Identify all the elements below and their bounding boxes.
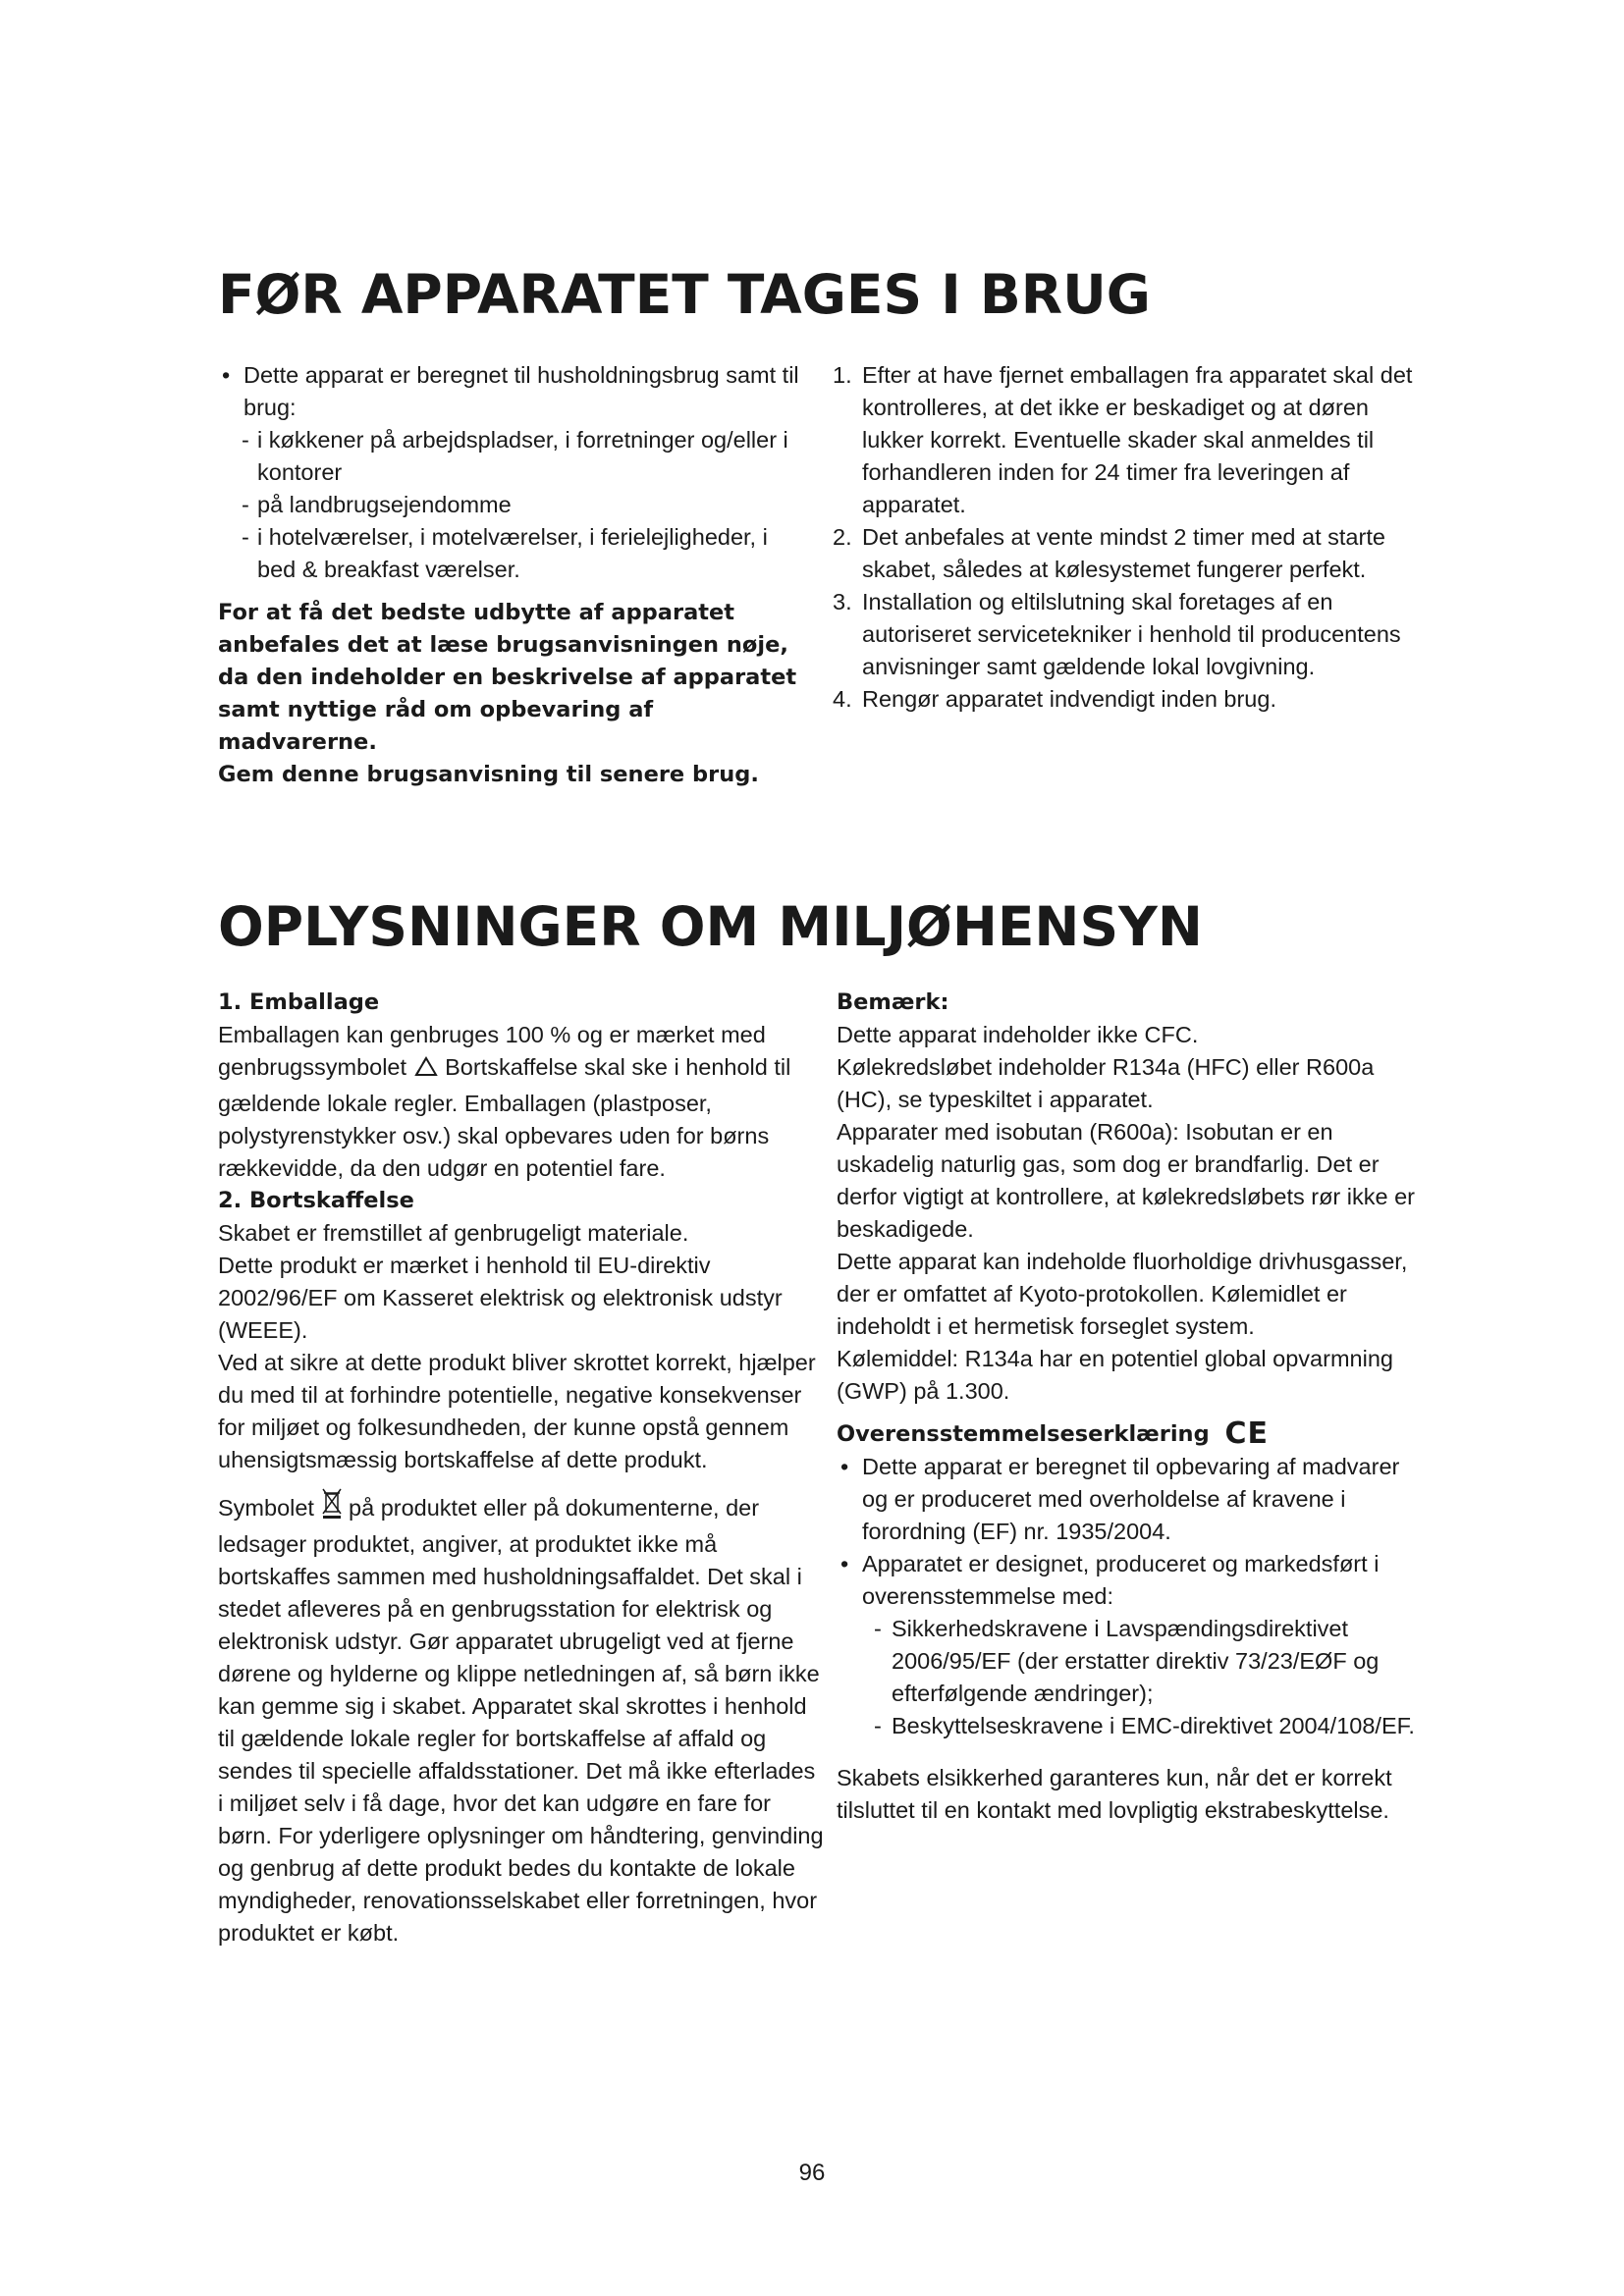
note-paragraph: Dette apparat kan indeholde fluorholdige drivhusgasser, der er omfattet af Kyoto-protokollen. Kølemidlet er indeholdt i et hermetisk forseglet system. [837, 1249, 1408, 1339]
directive-text: Sikkerhedskravene i Lavspændingsdirektivet 2006/95/EF (der erstatter direktiv 73/23/EØF og efterfølgende ændringer); [892, 1616, 1380, 1706]
step-number: 2. [833, 524, 852, 550]
step-number: 1. [833, 362, 852, 388]
step-text: Rengør apparatet indvendigt inden brug. [862, 686, 1276, 712]
step-text: Det anbefales at vente mindst 2 timer med at starte skabet, således at kølesystemet fungerer perfekt. [862, 524, 1385, 582]
note-paragraph: Kølemiddel: R134a har en potentiel global opvarmning (GWP) på 1.300. [837, 1346, 1393, 1404]
step-text: Installation og eltilslutning skal foretages af en autoriseret servicetekniker i henhold til producentens anvisninger samt gældende lokal lovgivning. [862, 589, 1401, 679]
ce-mark-icon: CE [1224, 1416, 1270, 1451]
conformity-heading [837, 1417, 1426, 1451]
conformity-bullet-text: Dette apparat er beregnet til opbevaring af madvarer og er produceret med overholdelse af kravene i forordning (EF) nr. 1935/2004. [862, 1454, 1400, 1544]
bullet-mark: • [840, 1454, 849, 1479]
packaging-heading: 1. Emballage [218, 989, 380, 1015]
disposal-paragraph: Dette produkt er mærket i henhold til EU-direktiv 2002/96/EF om Kasseret elektrisk og elektronisk udstyr (WEEE). [218, 1253, 783, 1343]
note-paragraph: Kølekredsløbet indeholder R134a (HFC) eller R600a (HC), se typeskiltet i apparatet. [837, 1054, 1375, 1112]
section-title-before-use: FØR APPARATET TAGES I BRUG [218, 263, 1151, 326]
setup-step [833, 586, 1422, 683]
use-item [218, 424, 807, 489]
directive-item [837, 1613, 1426, 1710]
dash-mark: - [242, 492, 249, 517]
note-paragraph: Apparater med isobutan (R600a): Isobutan er en uskadelig naturlig gas, som dog er brandfarlig. Det er derfor vigtigt at kontrollere, at kølekredsløbets rør ikke er beskadigede. [837, 1119, 1416, 1242]
dash-mark: - [242, 427, 249, 453]
weee-text-start: Symbolet [218, 1495, 314, 1521]
step-number: 4. [833, 686, 852, 712]
dash-mark: - [874, 1713, 882, 1738]
intended-use-column [218, 359, 807, 791]
bullet-mark: • [222, 362, 231, 388]
packaging-text-end: Bortskaffelse skal ske i henhold til gældende lokale regler. Emballagen (plastposer, polystyrenstykker osv.) skal opbevares uden for børns rækkevidde, da den udgør en potentiel fare. [218, 1054, 791, 1181]
disposal-heading: 2. Bortskaffelse [218, 1188, 414, 1213]
environment-right-column [837, 987, 1426, 1827]
keep-manual-note: Gem denne brugsanvisning til senere brug. [218, 762, 759, 787]
disposal-paragraph: Skabet er fremstillet af genbrugeligt materiale. [218, 1220, 689, 1246]
use-item-text: i køkkener på arbejdspladser, i forretninger og/eller i kontorer [257, 427, 788, 485]
setup-step [833, 683, 1422, 716]
conformity-heading-text: Overensstemmelseserklæring [837, 1421, 1210, 1447]
read-manual-advice: For at få det bedste udbytte af apparatet anbefales det at læse brugsanvisningen nøje, da den indeholder en beskrivelse af apparatet samt nyttige råd om opbevaring af madvarerne. [218, 600, 797, 755]
setup-step [833, 359, 1422, 521]
bullet-mark: • [840, 1551, 849, 1576]
disposal-paragraph: Ved at sikre at dette produkt bliver skrottet korrekt, hjælper du med til at forhindre potentielle, negative konsekvenser for miljøet og folkesundheden, der kunne opstå gennem uhensigtsmæssig bortskaffelse af dette produkt. [218, 1350, 816, 1472]
directive-item [837, 1710, 1426, 1742]
use-item-text: i hotelværelser, i motelværelser, i ferielejligheder, i bed & breakfast værelser. [257, 524, 768, 582]
use-item [218, 521, 807, 586]
section-title-environment: OPLYSNINGER OM MILJØHENSYN [218, 895, 1203, 958]
note-heading: Bemærk: [837, 989, 949, 1015]
dash-mark: - [242, 524, 249, 550]
packaging-text [218, 1019, 827, 1185]
setup-steps-column [833, 359, 1422, 716]
weee-symbol-paragraph [218, 1486, 827, 1949]
use-item [218, 489, 807, 521]
environment-left-column [218, 987, 827, 1949]
packaging-text-start: Emballagen kan genbruges 100 % og er mærket med genbrugssymbolet [218, 1022, 766, 1080]
conformity-bullet [837, 1451, 1426, 1548]
dash-mark: - [874, 1616, 882, 1641]
intended-use-text: Dette apparat er beregnet til husholdningsbrug samt til brug: [244, 362, 799, 420]
step-text: Efter at have fjernet emballagen fra apparatet skal det kontrolleres, at det ikke er beskadiget og at døren lukker korrekt. Eventuelle skader skal anmeldes til forhandleren inden for 24 timer fra leveringen af apparatet. [862, 362, 1413, 517]
conformity-bullet-text: Apparatet er designet, produceret og markedsført i overensstemmelse med: [862, 1551, 1380, 1609]
note-paragraph: Dette apparat indeholder ikke CFC. [837, 1022, 1199, 1047]
intended-use-bullet [218, 359, 807, 424]
weee-text-end: på produktet eller på dokumenterne, der ledsager produktet, angiver, at produktet ikke må bortskaffes sammen med husholdningsaffaldet. Det skal i stedet afleveres på en genbrugsstation for elektrisk og elektronisk udstyr. Gør apparatet ubrugeligt ved at fjerne dørene og hylderne og klippe netledningen af, så børn ikke kan gemme sig i skabet. Apparatet skal skrottes i henhold til gældende lokale regler for bortskaffelse af affald og sendes til specielle affaldsstationer. Det må ikke efterlades i miljøet selv i få dage, hvor det kan udgøre en fare for børn. For yderligere oplysninger om håndtering, genvinding og genbrug af dette produkt bedes du kontakte de lokale myndigheder, renovationsselskabet eller forretningen, hvor produktet er købt. [218, 1495, 824, 1946]
setup-step [833, 521, 1422, 586]
crossed-bin-icon [321, 1486, 343, 1528]
page-number: 96 [798, 2160, 826, 2186]
use-item-text: på landbrugsejendomme [257, 492, 512, 517]
conformity-bullet [837, 1548, 1426, 1613]
directive-text: Beskyttelseskravene i EMC-direktivet 2004/108/EF. [892, 1713, 1415, 1738]
electrical-safety-note: Skabets elsikkerhed garanteres kun, når det er korrekt tilsluttet til en kontakt med lovpligtig ekstrabeskyttelse. [837, 1765, 1392, 1823]
step-number: 3. [833, 589, 852, 614]
recycling-symbol-icon [413, 1055, 439, 1088]
